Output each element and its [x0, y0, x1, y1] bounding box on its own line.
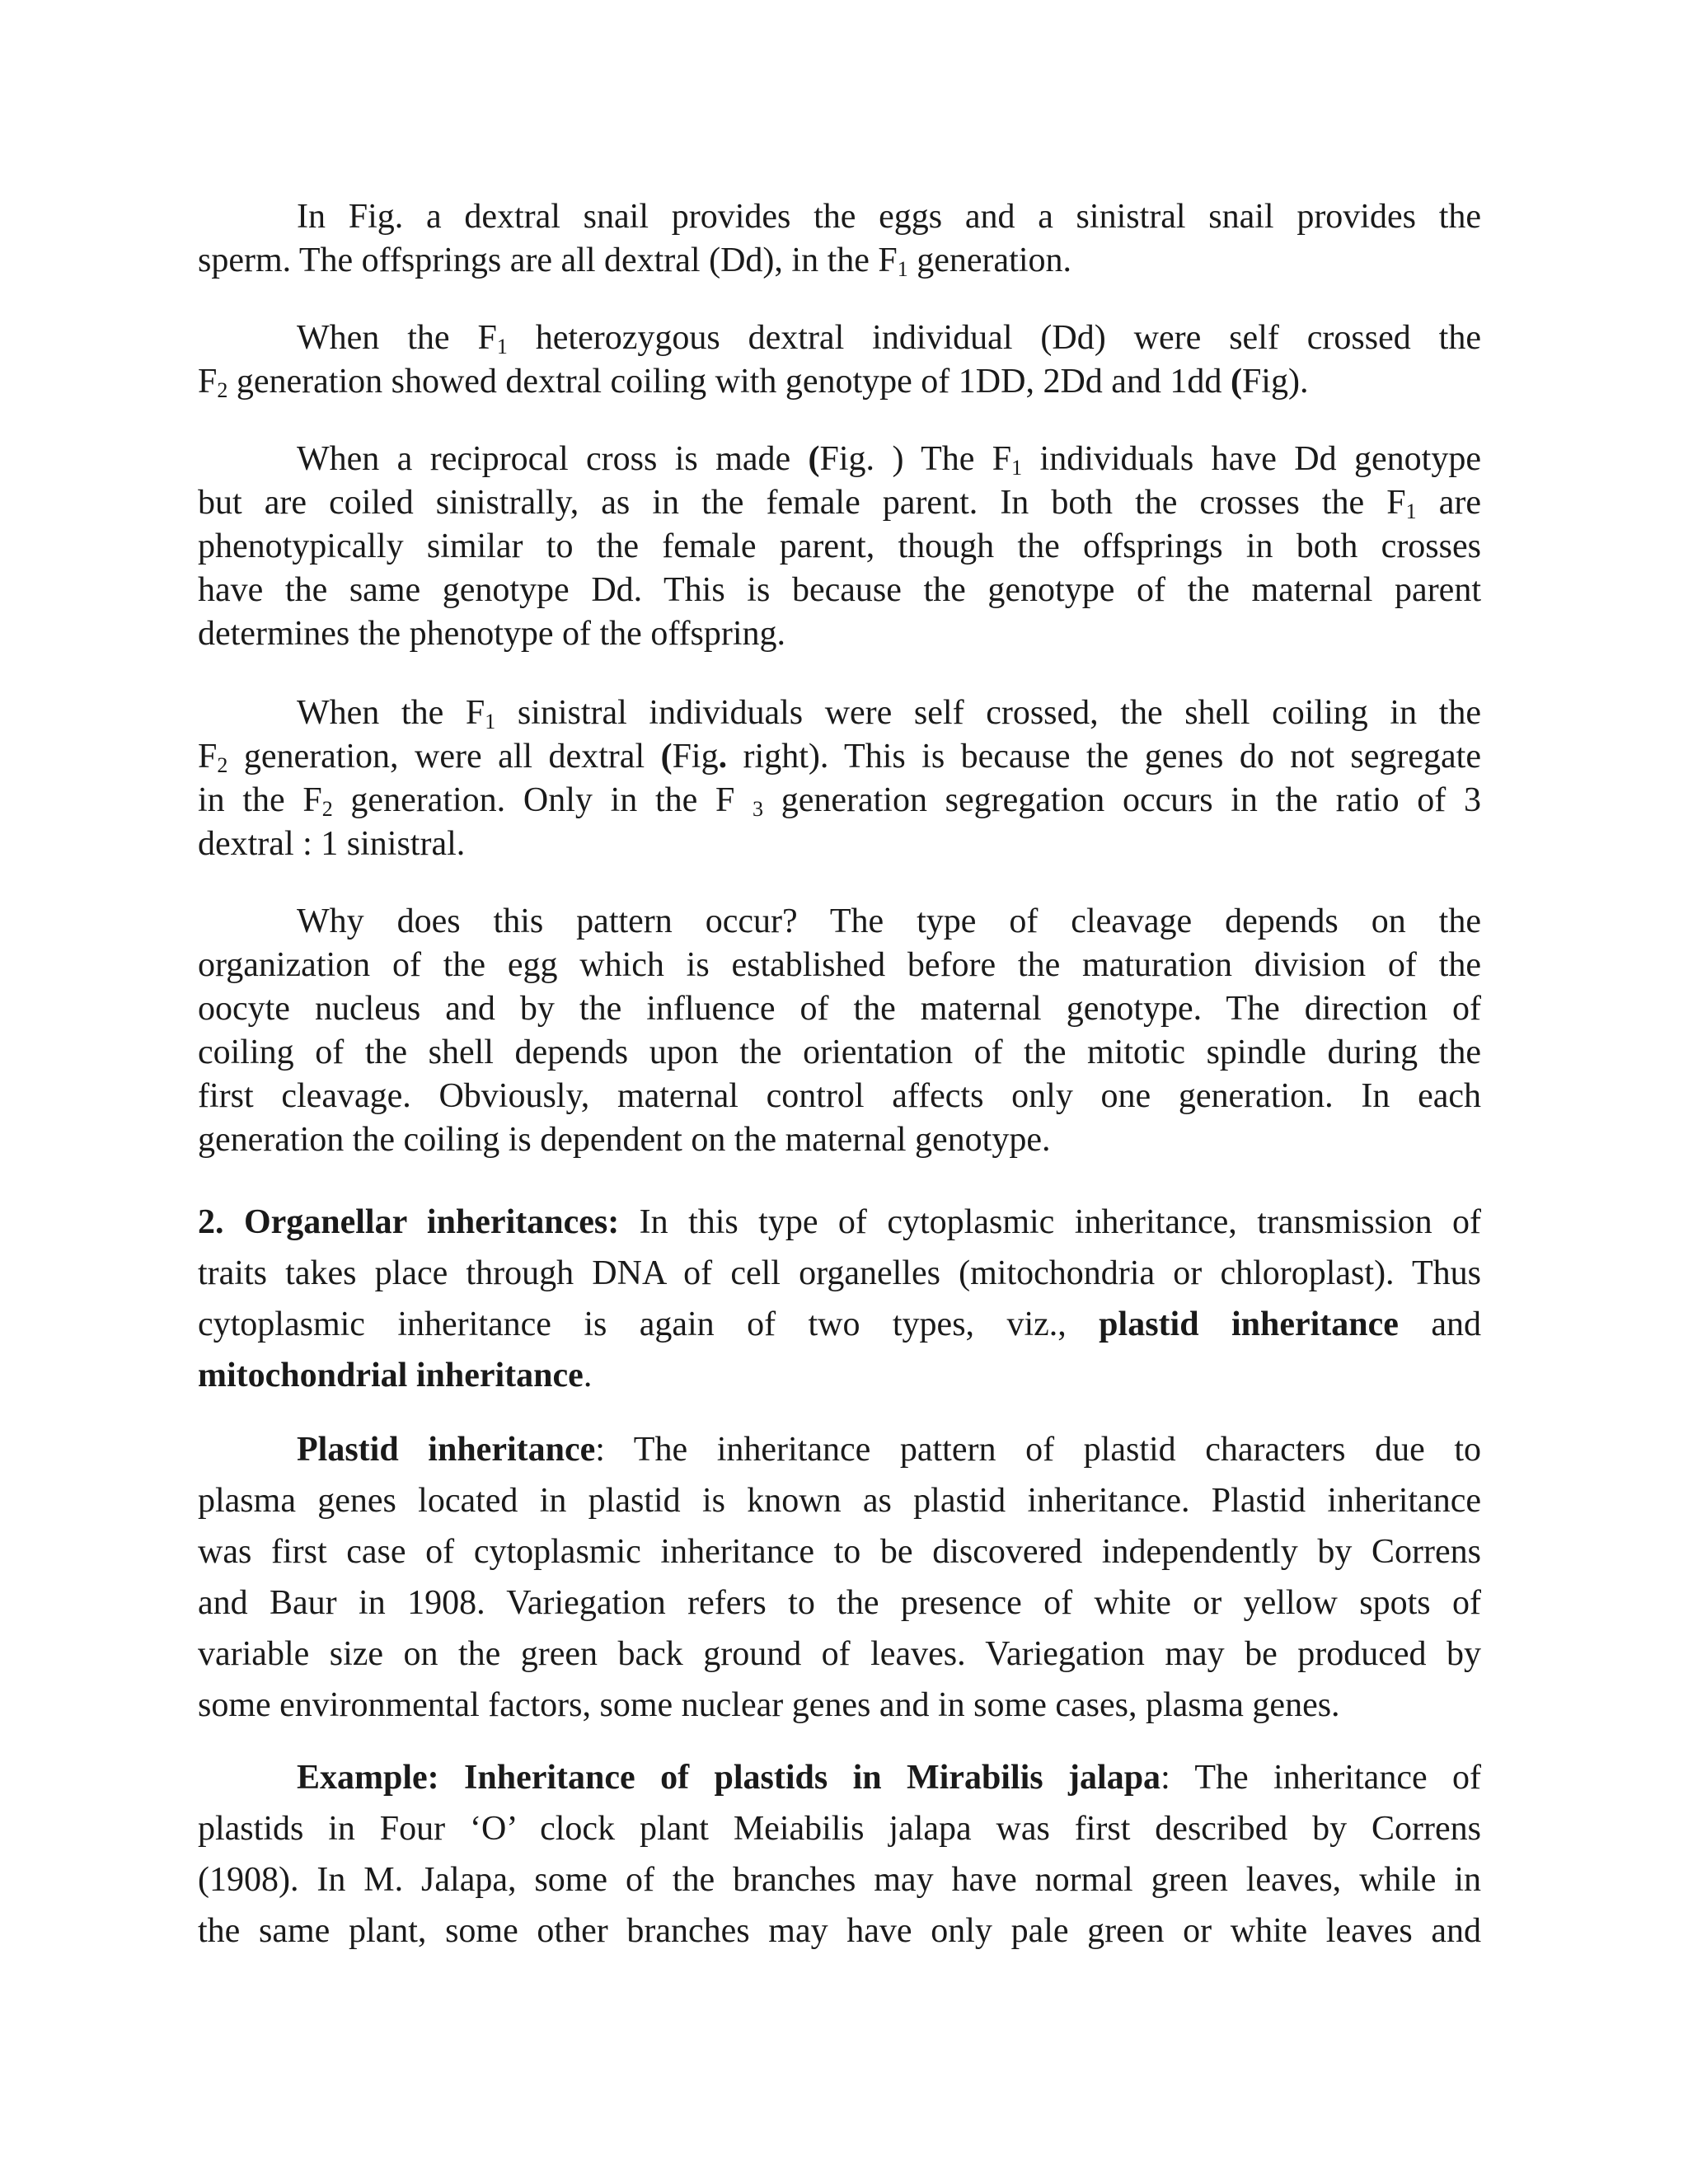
paragraph-why-pattern: Why does this pattern occur? The type of cleavage depends on the organization of the egg which is established before the maturation division of the oocyte nucleus and by the influence of the maternal genotype. The direction of coiling of the shell depends upon the orientation of the mitotic spindle during the first cleavage. Obviously, maternal control affects only one generation. In each generation the coiling is dependent on the maternal genotype. [198, 902, 1481, 1159]
paragraph-plastid-inheritance: Plastid inheritance: The inheritance pattern of plastid characters due to plasma genes located in plastid is known as plastid inheritance. Plastid inheritance was first case of cytoplasmic inheritance to be discovered independently by Correns and Baur in 1908. Variegation refers to the presence of white or yellow spots of variable size on the green back ground of leaves. Variegation may be produced by some environmental factors, some nuclear genes and in some cases, plasma genes. [198, 1431, 1481, 1724]
paragraph-f1-sinistral-self-cross: When the $F_1$ sinistral individuals were self crossed, the shell coiling in the $F_2$ generation, were all dextral (Fig. right). This is because the genes do not segregate in the $F_2$ generation. Only in the F $_3$ generation segregation occurs in the ratio of 3 dextral : 1 sinistral. [198, 694, 1482, 863]
paragraph-organellar-inheritance: 2. Organellar inheritances: In this type of cytoplasmic inheritance, transmission of traits takes place through DNA of cell organelles (mitochondria or chloroplast). Thus cytoplasmic inheritance is again of two types, viz., plastid inheritance and mitochondrial inheritance. [198, 1203, 1481, 1394]
paragraph-reciprocal-cross: When a reciprocal cross is made (Fig. ) The $F_1$ individuals have Dd genotype but are coiled sinistrally, as in the female parent. In both the crosses the $F_1$ are phenotypically similar to the female parent, though the offsprings in both crosses have the same genotype Dd. This is because the genotype of the maternal parent determines the phenotype of the offspring. [198, 440, 1481, 653]
section-heading: 2. Organellar inheritances: [198, 1203, 620, 1241]
paragraph-dextral-cross: In Fig. a dextral snail provides the eggs and a sinistral snail provides the sperm. The offsprings are all dextral (Dd), in the $F_1$ generation. [198, 198, 1481, 281]
paragraph-mirabilis-example: Example: Inheritance of plastids in Mirabilis jalapa: The inheritance of plastids in Four ‘O’ clock plant Meiabilis jalapa was first described by Correns (1908). In M. Jalapa, some of the branches may have normal green leaves, while in the same plant, some other branches may have only pale green or white leaves and [198, 1759, 1481, 1950]
paragraph-f1-self-cross: When the $F_1$ heterozygous dextral individual (Dd) were self crossed the $F_2$ generation showed dextral coiling with genotype of 1DD, 2Dd and 1dd (Fig). [198, 319, 1481, 402]
